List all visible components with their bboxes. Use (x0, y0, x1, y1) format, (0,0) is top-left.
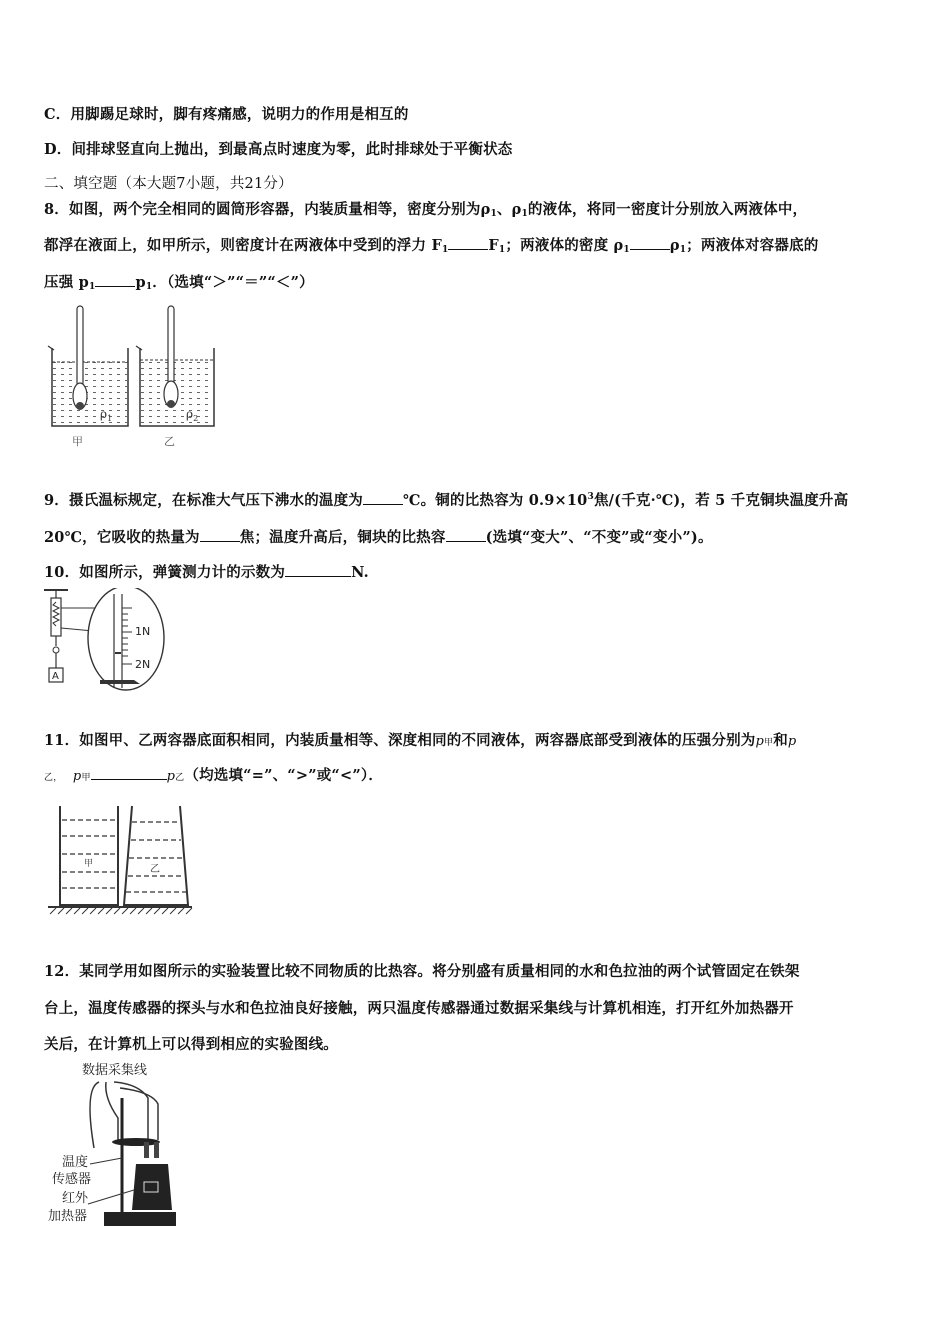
label-jia: 甲 (72, 435, 83, 448)
sub-1: 1 (521, 209, 528, 219)
q12-text-c: 关后，在计算机上可以得到相应的实验图线。 (44, 1036, 338, 1053)
q8-text-b5: ；两液体对容器底的 (686, 237, 819, 254)
q8-line-2 (44, 234, 910, 255)
label-yi: 乙 (164, 435, 175, 448)
q8-text-a2: 、ρ (496, 201, 522, 218)
q8-text-b1: 都浮在液面上，如甲所示，则密度计在两液体中受到的浮力 F (44, 237, 442, 254)
beaker-right (136, 306, 214, 448)
sub-1: 1 (679, 245, 687, 255)
option-d-text: D．间排球竖直向上抛出，到最高点时速度为零，此时排球处于平衡状态 (44, 141, 513, 158)
q9-text-b3: (选填“变大”、“不变”或“变小”)。 (485, 529, 713, 546)
q10-figure (44, 588, 174, 708)
q8-text-c1: 压强 p (44, 274, 89, 291)
q8-text-b4: ρ (669, 237, 680, 254)
beaker-left (48, 306, 128, 448)
q8-text-c3: ．（选填“＞”“＝”“＜”） (152, 274, 314, 291)
q8-text-b3: ；两液体的密度 ρ (505, 237, 624, 254)
answer-blank[interactable] (363, 492, 403, 505)
answer-blank[interactable] (446, 529, 486, 542)
option-d (44, 138, 910, 159)
q12-text-b: 台上，温度传感器的探头与水和色拉油良好接触，两只温度传感器通过数据采集线与计算机相连，打开红外加热器开 (44, 1000, 794, 1017)
q10-line (44, 561, 910, 582)
sub-yi: 乙 (175, 773, 185, 783)
q9-text-a1: 9．摄氏温标规定，在标准大气压下沸水的温度为 (44, 492, 363, 509)
label-heater-2: 加热器 (48, 1209, 88, 1224)
q12-line-1 (44, 960, 910, 981)
label-yi: 乙 (150, 864, 160, 875)
q12-line-2 (44, 997, 910, 1018)
label-heater-1: 红外 (62, 1191, 89, 1206)
q12-text-a: 12．某同学用如图所示的实验装置比较不同物质的比热容。将分别盛有质量相同的水和色拉油的两个试管固定在铁架 (44, 963, 800, 980)
q9-line-2 (44, 526, 910, 547)
sub-yi-comma: 乙， (44, 773, 63, 783)
q8-text-a3: 的液体，将同一密度计分别放入两液体中， (527, 201, 808, 218)
sub-1: 1 (145, 282, 153, 292)
q9-line-1 (44, 489, 910, 510)
section-heading-text: 二、填空题（本大题7小题，共21分） (44, 176, 293, 192)
label-data-cable: 数据采集线 (82, 1063, 148, 1078)
q10-text-b: N. (351, 564, 369, 581)
label-sensor-2: 传感器 (52, 1172, 92, 1187)
sub-1: 1 (498, 245, 506, 255)
q11-line-2 (44, 764, 910, 785)
answer-blank[interactable] (95, 274, 135, 287)
sub-jia: 甲 (81, 773, 91, 783)
container-jia (60, 806, 118, 905)
q11-line-1 (44, 729, 910, 750)
tick-2n: 2N (135, 658, 151, 671)
answer-blank[interactable] (200, 529, 240, 542)
option-c-text: C．用脚踢足球时，脚有疼痛感，说明力的作用是相互的 (44, 106, 409, 123)
answer-blank[interactable] (448, 237, 488, 250)
stand-base (104, 1212, 176, 1226)
q8-text-a: 8．如图，两个完全相同的圆筒形容器，内装质量相等，密度分别为ρ (44, 201, 491, 218)
sup-3: 3 (587, 492, 594, 503)
rho-left-label: $\rho_1$ (100, 407, 113, 423)
answer-blank[interactable] (91, 767, 167, 780)
q12-figure (44, 1058, 184, 1238)
p-symbol: p (787, 734, 797, 749)
answer-blank[interactable] (630, 237, 670, 250)
container-yi (124, 806, 188, 905)
q11-figure (44, 800, 194, 918)
q8-line-3 (44, 271, 910, 292)
option-c (44, 103, 910, 124)
section-heading (44, 172, 910, 193)
q8-figure (44, 300, 224, 460)
sub-jia: 甲 (764, 738, 774, 748)
q10-text-a: 10．如图所示，弹簧测力计的示数为 (44, 564, 286, 581)
p-symbol: p (72, 769, 82, 784)
q9-text-a2: ℃。铜的比热容为 0.9×10 (403, 492, 588, 509)
infrared-heater (132, 1164, 172, 1210)
q8-text-c2: p (135, 274, 146, 291)
q9-text-b1: 20℃，它吸收的热量为 (44, 529, 200, 546)
sub-1: 1 (441, 245, 449, 255)
sub-1: 1 (490, 209, 497, 219)
p-symbol: p (755, 734, 765, 749)
rho-right-label: $\rho_2$ (186, 407, 199, 423)
label-sensor-1: 温度 (62, 1155, 89, 1170)
magnifier-circle (88, 588, 164, 690)
q8-text-b2: F (488, 237, 499, 254)
q8-line-1 (44, 198, 910, 219)
q11-text-a: 11．如图甲、乙两容器底面积相同，内装质量相等、深度相同的不同液体，两容器底部受到液体的压强分别为 (44, 732, 756, 749)
q9-text-b2: 焦；温度升高后，铜块的比热容 (239, 529, 446, 546)
label-jia: 甲 (84, 859, 94, 869)
q9-text-a3: 焦/(千克·℃)，若 5 千克铜块温度升高 (593, 492, 849, 509)
answer-blank[interactable] (285, 564, 351, 577)
q12-line-3 (44, 1033, 910, 1054)
sub-1: 1 (623, 245, 630, 255)
sub-1: 1 (89, 282, 96, 292)
q11-text-a2: 和 (773, 732, 788, 749)
q11-text-b2: （均选填“=”、“>”或“<”）． (184, 767, 384, 784)
block-a-label: A (52, 671, 59, 682)
tick-1n: 1N (135, 625, 151, 638)
p-symbol: p (166, 769, 176, 784)
